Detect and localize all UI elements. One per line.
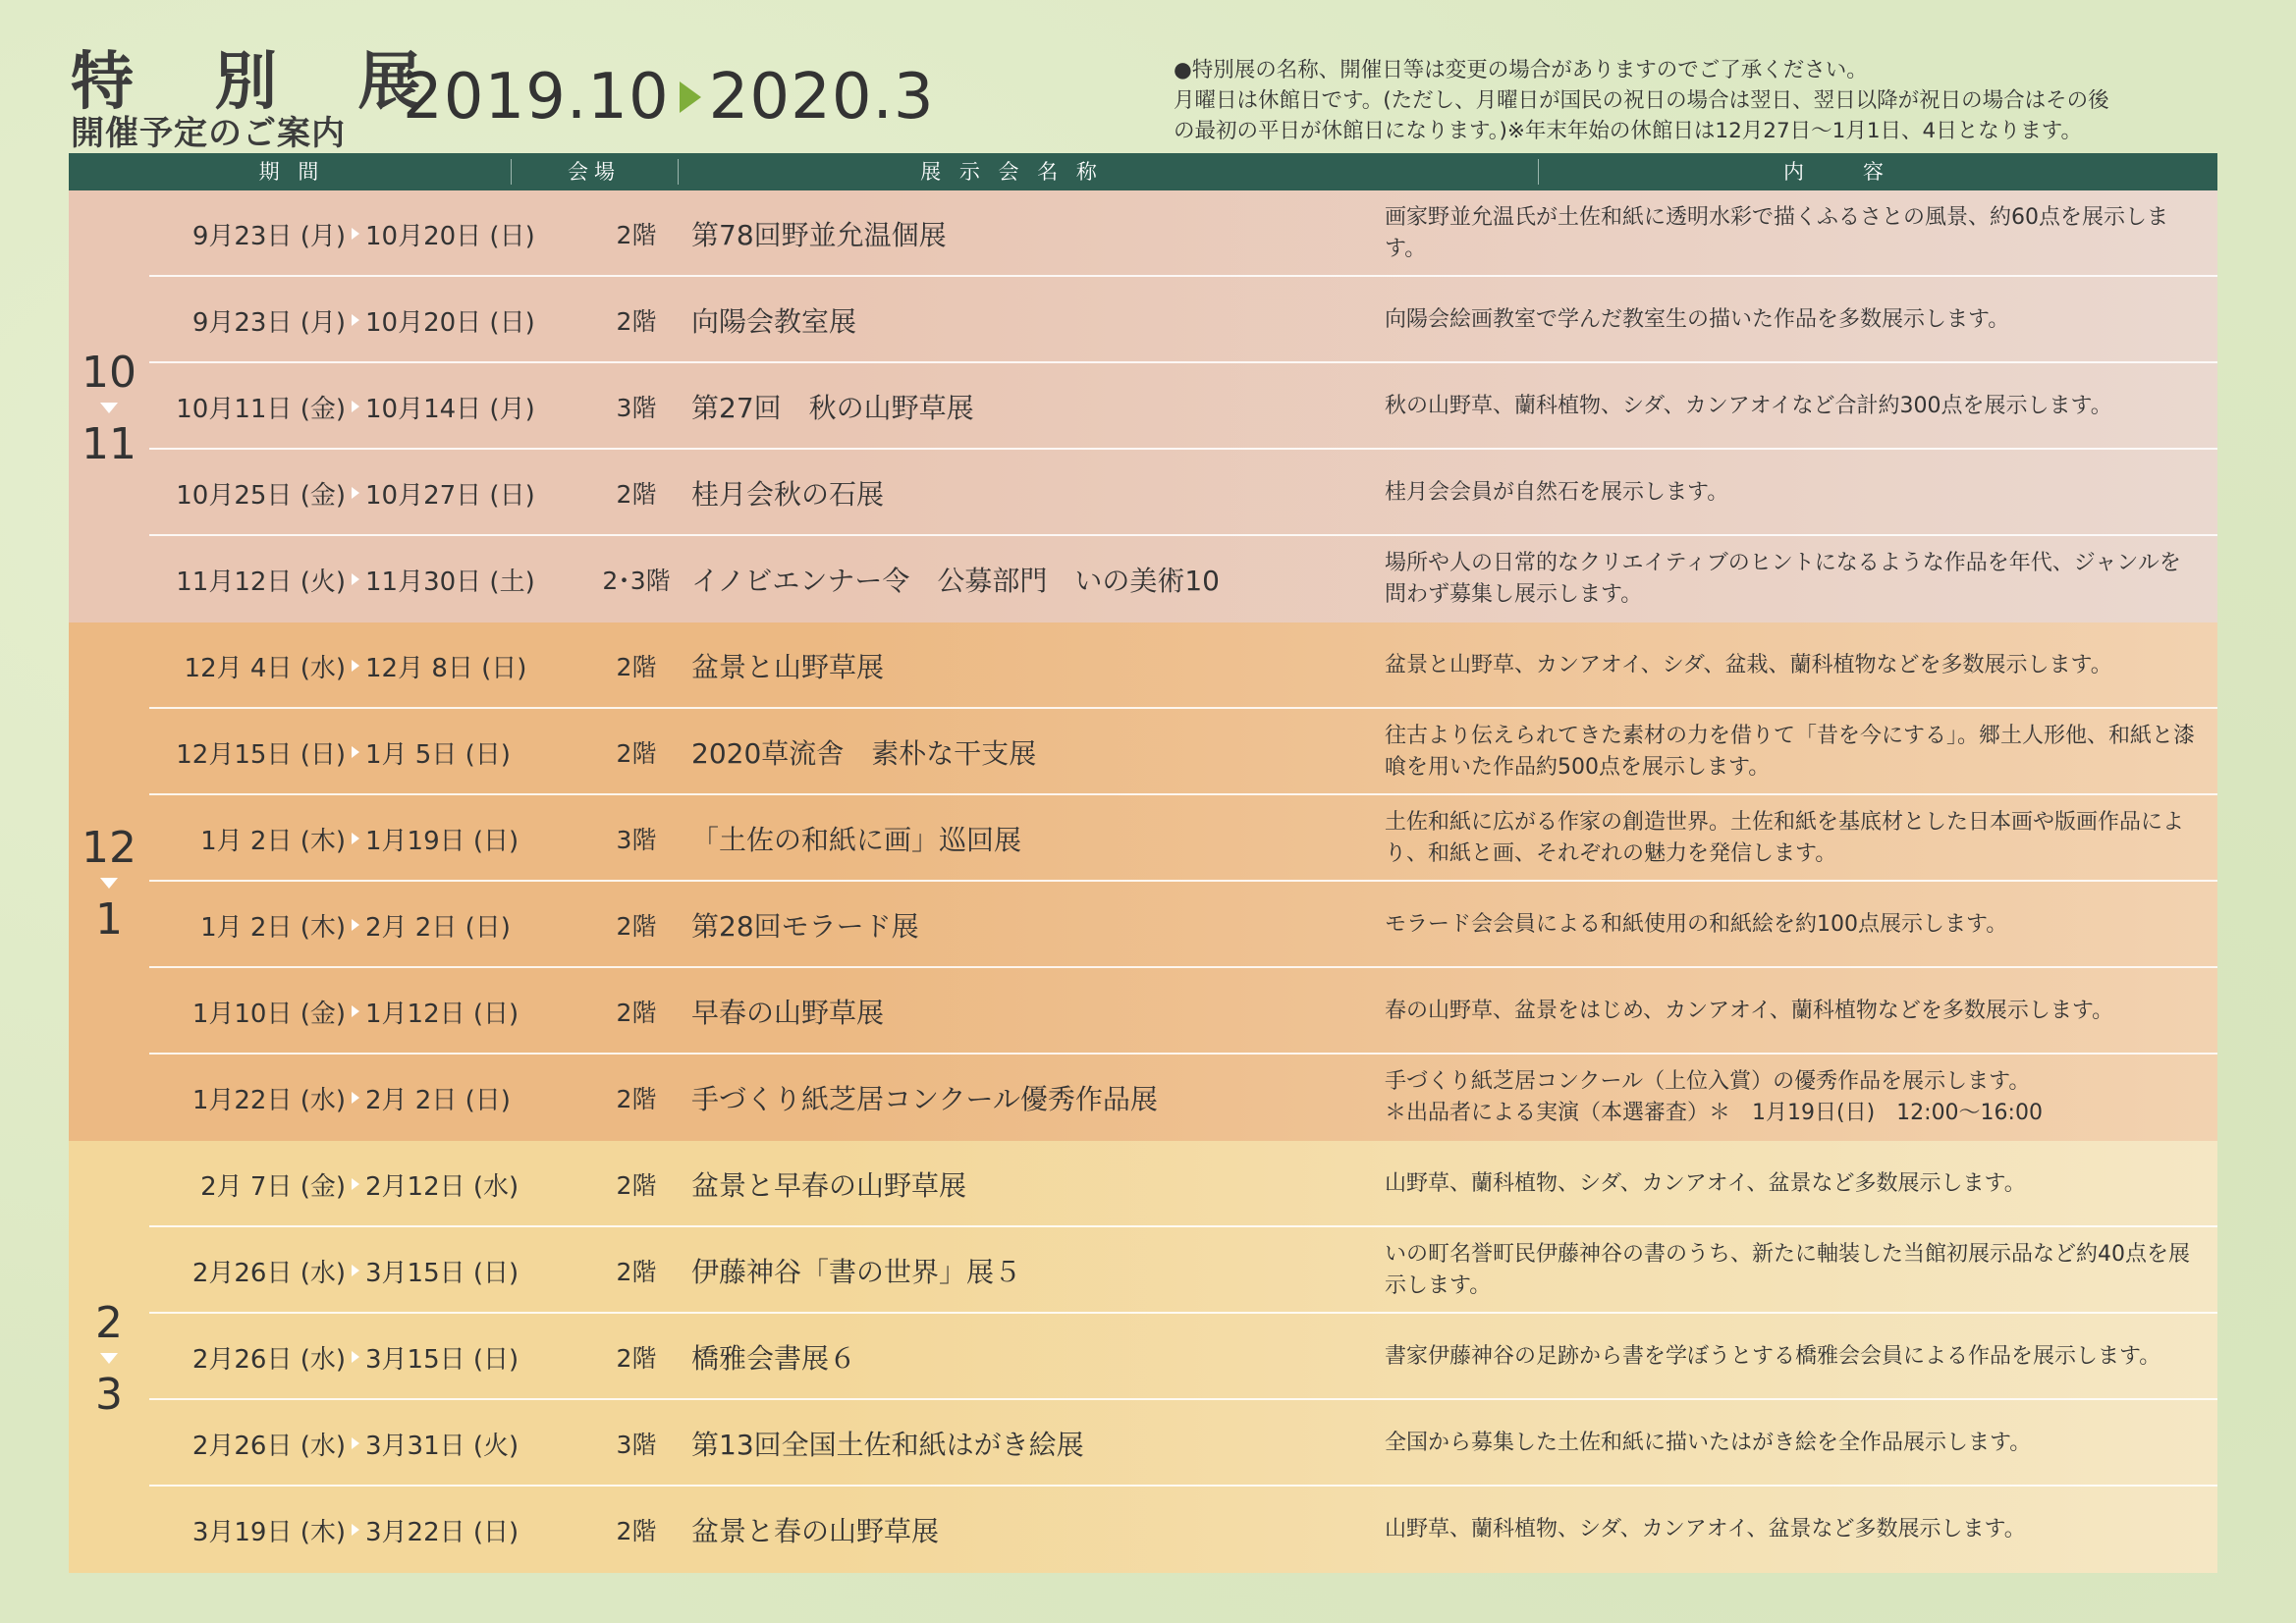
exhibition-name: 2020草流舎 素朴な干支展 [691,737,1037,770]
end-date: 10月20日 (日) [365,307,535,338]
month-group [69,1141,2217,1573]
group-from-month: 10 [82,348,137,398]
exhibition-description: 画家野並允温氏が土佐和紙に透明水彩で描くふるさとの風景、約60点を展示します。 [1385,205,2168,261]
header-content: 内 容 [1783,160,1889,184]
exhibition-name: 盆景と山野草展 [691,651,885,683]
venue-floor: 2階 [616,1085,657,1113]
exhibition-name: イノビエンナー令 公募部門 いの美術10 [691,565,1220,597]
exhibition-name: 盆景と春の山野草展 [691,1515,940,1547]
notice-text [1174,55,2234,146]
table-header [69,153,2217,190]
table-row [149,1141,2217,1227]
arrow-right-icon [352,919,359,931]
arrow-right-icon [352,314,359,326]
exhibition-description: モラード会会員による和紙使用の和紙絵を約100点展示します。 [1385,912,2008,937]
arrow-right-icon [352,833,359,844]
notice-line: ●特別展の名称、開催日等は変更の場合がありますのでご了承ください。 [1174,58,1868,82]
triangle-down-icon [100,403,118,413]
exhibition-period [149,968,597,1055]
end-date: 3月15日 (日) [365,1344,519,1375]
venue-floor: 3階 [616,394,657,422]
end-date: 2月12日 (水) [365,1171,519,1202]
exhibition-period [149,1055,597,1141]
start-date: 2月 7日 (金) [200,1171,346,1202]
exhibition-description: 桂月会会員が自然石を展示します。 [1385,480,1729,505]
table-row [149,1400,2217,1487]
venue-floor: 2階 [616,1517,657,1545]
exhibition-period [149,190,597,277]
end-date: 1月 5日 (日) [365,739,511,770]
table-row [149,190,2217,277]
page-subtitle: 開催予定のご案内 [71,114,346,153]
period-range [403,61,935,134]
arrow-right-icon [352,1178,359,1190]
exhibition-period [149,363,597,450]
triangle-down-icon [100,878,118,889]
exhibition-period [149,1487,597,1573]
group-month-label [69,346,149,472]
start-date: 2月26日 (水) [191,1258,346,1288]
end-date: 2月 2日 (日) [365,912,511,943]
exhibition-description: 盆景と山野草、カンアオイ、シダ、盆栽、蘭科植物などを多数展示します。 [1385,653,2112,677]
exhibition-description: 手づくり紙芝居コンクール（上位入賞）の優秀作品を展示します。 ＊出品者による実演（本選審査）＊ 1月19日(日) 12:00〜16:00 [1385,1069,2043,1125]
start-date: 9月23日 (月) [191,221,346,251]
start-date: 1月10日 (金) [191,999,346,1029]
arrow-right-icon [352,1524,359,1536]
venue-floor: 2階 [616,480,657,509]
table-row [149,450,2217,536]
start-date: 1月 2日 (木) [200,912,346,943]
triangle-down-icon [100,1353,118,1364]
exhibition-description: 書家伊藤神谷の足跡から書を学ぼうとする橋雅会会員による作品を展示します。 [1385,1344,2161,1369]
exhibition-description: 場所や人の日常的なクリエイティブのヒントになるような作品を年代、ジャンルを問わず募集し展示します。 [1385,551,2181,607]
exhibition-description: いの町名誉町民伊藤神谷の書のうち、新たに軸装した当館初展示品など約40点を展示します。 [1385,1242,2190,1298]
start-date: 10月25日 (金) [176,480,346,511]
arrow-right-icon [352,1005,359,1017]
venue-floor: 3階 [616,1431,657,1459]
end-date: 3月31日 (火) [365,1431,519,1461]
notice-line: の最初の平日が休館日になります。)※年末年始の休館日は12月27日〜1月1日、4日となります。 [1174,119,2082,143]
exhibition-period [149,795,597,882]
arrow-right-icon [680,81,701,113]
start-date: 11月12日 (火) [176,567,346,597]
venue-floor: 2階 [616,1171,657,1200]
group-from-month: 2 [95,1298,123,1348]
table-row [149,968,2217,1055]
exhibition-name: 早春の山野草展 [691,997,885,1029]
end-date: 3月15日 (日) [365,1258,519,1288]
exhibition-period [149,1227,597,1314]
start-date: 2月26日 (水) [191,1431,346,1461]
exhibition-name: 第78回野並允温個展 [691,219,947,251]
table-row [149,536,2217,622]
exhibition-description: 春の山野草、盆景をはじめ、カンアオイ、蘭科植物などを多数展示します。 [1385,999,2114,1023]
venue-floor: 2階 [616,912,657,941]
group-month-label [69,821,149,947]
table-row [149,1487,2217,1573]
end-date: 11月30日 (土) [365,567,535,597]
table-row [149,363,2217,450]
arrow-right-icon [352,660,359,672]
exhibition-description: 秋の山野草、蘭科植物、シダ、カンアオイなど合計約300点を展示します。 [1385,394,2112,418]
header-venue: 会場 [568,160,621,184]
header-name: 展 示 会 名 称 [920,160,1103,184]
group-to-month: 3 [95,1370,123,1420]
end-date: 10月14日 (月) [365,394,535,424]
end-date: 10月27日 (日) [365,480,535,511]
arrow-right-icon [352,487,359,499]
exhibition-period [149,1400,597,1487]
header-period: 期 間 [258,160,325,184]
venue-floor: 2階 [616,739,657,768]
arrow-right-icon [352,401,359,412]
start-date: 12月 4日 (水) [184,653,346,683]
arrow-right-icon [352,1437,359,1449]
exhibition-description: 全国から募集した土佐和紙に描いたはがき絵を全作品展示します。 [1385,1431,2032,1455]
period-end: 2020.3 [708,61,935,134]
end-date: 3月22日 (日) [365,1517,519,1547]
arrow-right-icon [352,1351,359,1363]
exhibition-description: 山野草、蘭科植物、シダ、カンアオイ、盆景など多数展示します。 [1385,1517,2026,1542]
venue-floor: 2階 [616,221,657,249]
exhibition-name: 「土佐の和紙に画」巡回展 [691,824,1022,856]
end-date: 2月 2日 (日) [365,1085,511,1115]
venue-floor: 2階 [616,999,657,1027]
table-row [149,1314,2217,1400]
exhibition-period [149,1141,597,1227]
venue-floor: 3階 [616,826,657,854]
table-row [149,622,2217,709]
arrow-right-icon [352,1092,359,1104]
exhibition-period [149,277,597,363]
exhibition-description: 往古より伝えられてきた素材の力を借りて「昔を今にする」。郷土人形他、和紙と漆喰を用いた作品約500点を展示します。 [1385,724,2196,780]
end-date: 12月 8日 (日) [365,653,527,683]
start-date: 10月11日 (金) [176,394,346,424]
exhibition-period [149,622,597,709]
exhibition-name: 橋雅会書展６ [691,1342,857,1375]
end-date: 10月20日 (日) [365,221,535,251]
end-date: 1月12日 (日) [365,999,519,1029]
notice-line: 月曜日は休館日です。(ただし、月曜日が国民の祝日の場合は翌日、翌日以降が祝日の場合はその後 [1174,88,2109,113]
venue-floor: 2階 [616,653,657,681]
exhibition-schedule-table [69,153,2217,1583]
table-row [149,1227,2217,1314]
exhibition-name: 向陽会教室展 [691,305,857,338]
group-to-month: 1 [95,894,123,945]
start-date: 1月 2日 (木) [200,826,346,856]
table-row [149,795,2217,882]
month-group [69,622,2217,1141]
arrow-right-icon [352,746,359,758]
exhibition-description: 山野草、蘭科植物、シダ、カンアオイ、盆景など多数展示します。 [1385,1171,2026,1196]
exhibition-name: 第28回モラード展 [691,910,919,943]
exhibition-name: 手づくり紙芝居コンクール優秀作品展 [691,1083,1158,1115]
table-row [149,882,2217,968]
table-row [149,1055,2217,1141]
exhibition-period [149,1314,597,1400]
start-date: 1月22日 (水) [191,1085,346,1115]
group-month-label [69,1296,149,1423]
start-date: 12月15日 (日) [176,739,346,770]
arrow-right-icon [352,573,359,585]
venue-floor: 2階 [616,1258,657,1286]
page-title: 特 別 展 [71,46,451,119]
venue-floor: 2階 [616,1344,657,1373]
exhibition-name: 第13回全国土佐和紙はがき絵展 [691,1429,1084,1461]
start-date: 9月23日 (月) [191,307,346,338]
group-from-month: 12 [82,823,137,873]
period-start: 2019.10 [403,61,670,134]
venue-floor: 2･3階 [602,567,671,595]
table-row [149,277,2217,363]
start-date: 3月19日 (木) [191,1517,346,1547]
exhibition-name: 盆景と早春の山野草展 [691,1169,967,1202]
exhibition-period [149,536,597,622]
arrow-right-icon [352,228,359,240]
exhibition-period [149,709,597,795]
start-date: 2月26日 (水) [191,1344,346,1375]
group-to-month: 11 [82,419,137,469]
exhibition-name: 伊藤神谷「書の世界」展５ [691,1256,1022,1288]
month-group [69,190,2217,622]
exhibition-name: 桂月会秋の石展 [691,478,885,511]
exhibition-description: 向陽会絵画教室で学んだ教室生の描いた作品を多数展示します。 [1385,307,2010,332]
arrow-right-icon [352,1265,359,1276]
exhibition-description: 土佐和紙に広がる作家の創造世界。土佐和紙を基底材とした日本画や版画作品により、和紙と画、それぞれの魅力を発信します。 [1385,810,2185,866]
exhibition-period [149,450,597,536]
table-row [149,709,2217,795]
end-date: 1月19日 (日) [365,826,519,856]
exhibition-name: 第27回 秋の山野草展 [691,392,974,424]
venue-floor: 2階 [616,307,657,336]
exhibition-period [149,882,597,968]
